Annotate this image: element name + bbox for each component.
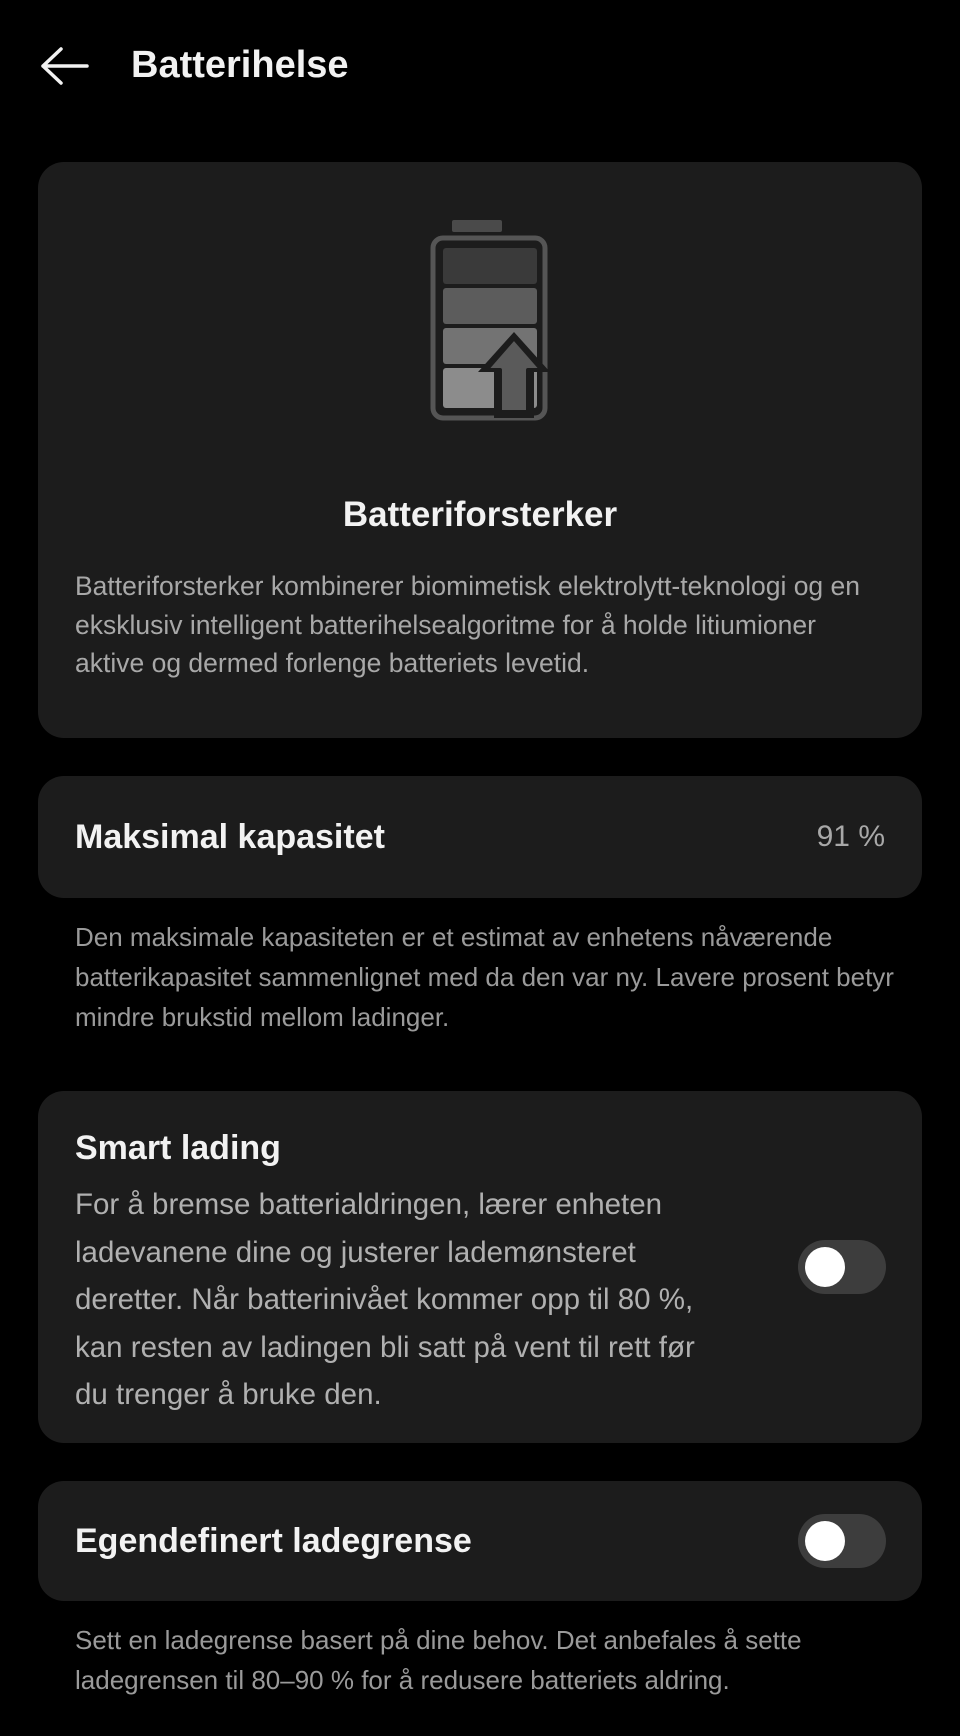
smart-charging-label: Smart lading <box>75 1129 281 1167</box>
smart-charging-toggle[interactable] <box>798 1240 886 1294</box>
max-capacity-label: Maksimal kapasitet <box>75 818 385 856</box>
custom-charge-limit-toggle[interactable] <box>798 1514 886 1568</box>
custom-charge-limit-label: Egendefinert ladegrense <box>75 1522 472 1560</box>
battery-booster-title: Batteriforsterker <box>342 495 618 534</box>
max-capacity-row[interactable] <box>38 776 922 898</box>
page-title: Batterihelse <box>131 44 349 86</box>
toggle-knob <box>805 1521 845 1561</box>
app-header <box>0 0 960 130</box>
battery-booster-description: Batteriforsterker kombinerer biomimetisk elektrolytt-teknologi og en eksklusiv intelligent batterihelsealgoritme for å holde litiumioner aktive og dermed forlenge batteriets levetid. <box>75 571 861 678</box>
back-button[interactable] <box>32 34 96 98</box>
toggle-knob <box>805 1247 845 1287</box>
custom-charge-limit-note: Sett en ladegrense basert på dine behov. Det anbefales å sette ladegrensen til 80–90 % for å redusere batteriets aldring. <box>75 1625 802 1695</box>
max-capacity-note: Den maksimale kapasiteten er et estimat av enhetens nåværende batterikapasitet sammenlignet med da den var ny. Lavere prosent betyr mindre brukstid mellom ladinger. <box>75 922 894 1032</box>
smart-charging-description: For å bremse batterialdringen, lærer enheten ladevanene dine og justerer lademønsteret deretter. Når batterinivået kommer opp til 80 %, kan resten av ladingen bli satt på vent til rett før du trenger å bruke den. <box>75 1188 695 1411</box>
arrow-left-icon <box>39 46 89 86</box>
custom-charge-limit-card[interactable] <box>38 1481 922 1601</box>
battery-upgrade-icon <box>408 214 558 438</box>
max-capacity-value: 91 % <box>816 820 885 853</box>
smart-charging-card[interactable] <box>38 1091 922 1443</box>
battery-booster-card <box>38 162 922 738</box>
